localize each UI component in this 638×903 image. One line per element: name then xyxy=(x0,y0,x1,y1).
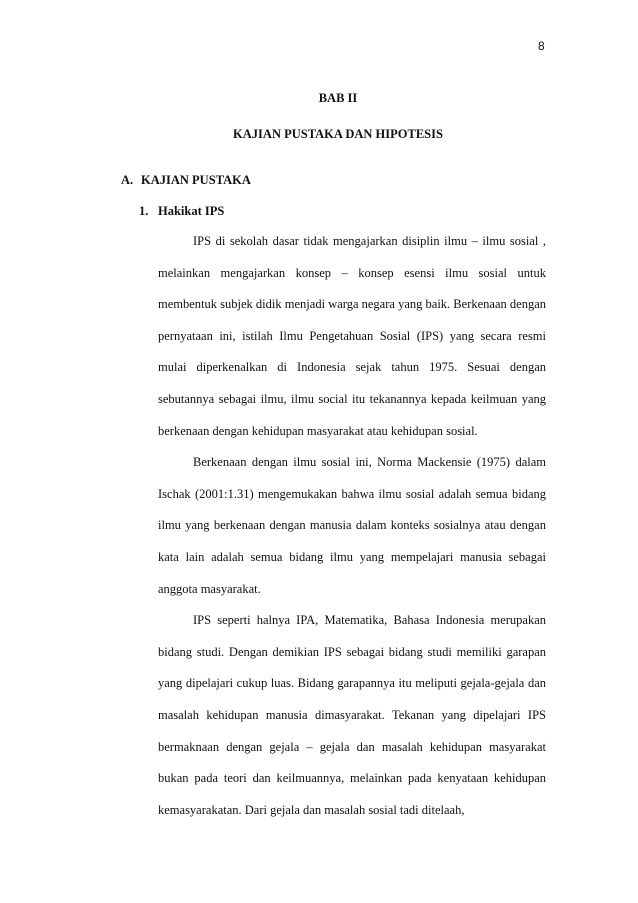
section-heading xyxy=(121,173,251,188)
paragraph: Berkenaan dengan ilmu sosial ini, Norma Mackensie (1975) dalam Ischak (2001:1.31) mengemukakan bahwa ilmu sosial adalah semua bidang ilmu yang berkenaan dengan manusia dalam konteks sosialnya atau dengan kata lain adalah semua bidang ilmu yang mempelajari manusia sebagai anggota masyarakat. xyxy=(158,455,546,596)
section-title: KAJIAN PUSTAKA xyxy=(141,173,251,187)
paragraph: IPS di sekolah dasar tidak mengajarkan disiplin ilmu – ilmu sosial , melainkan mengajarkan konsep – konsep esensi ilmu sosial untuk membentuk subjek didik menjadi warga negara yang baik. Berkenaan dengan pernyataan ini, istilah Ilmu Pengetahuan Sosial (IPS) yang secara resmi mulai diperkenalkan di Indonesia sejak tahun 1975. Sesuai dengan sebutannya sebagai ilmu, ilmu social itu tekanannya kepada keilmuan yang berkenaan dengan kehidupan masyarakat atau kehidupan sosial. xyxy=(158,234,546,438)
chapter-title: KAJIAN PUSTAKA DAN HIPOTESIS xyxy=(233,127,443,141)
body-text xyxy=(158,226,546,826)
subsection-heading xyxy=(139,204,224,219)
subsection-number: 1. xyxy=(139,204,149,218)
chapter-heading: BAB II xyxy=(318,91,358,105)
paragraph: IPS seperti halnya IPA, Matematika, Bahasa Indonesia merupakan bidang studi. Dengan demikian IPS sebagai bidang studi memiliki garapan yang dipelajari cukup luas. Bidang garapannya itu meliputi gejala-gejala dan masalah kehidupan manusia dimasyarakat. Tekanan yang dipelajari IPS bermaknaan dengan gejala – gejala dan masalah kehidupan masyarakat bukan pada teori dan keilmuannya, melainkan pada kenyataan kehidupan kemasyarakatan. Dari gejala dan masalah sosial tadi ditelaah, xyxy=(158,613,546,817)
subsection-title: Hakikat IPS xyxy=(158,204,225,218)
section-letter: A. xyxy=(121,173,134,187)
page-number: 8 xyxy=(538,39,545,53)
